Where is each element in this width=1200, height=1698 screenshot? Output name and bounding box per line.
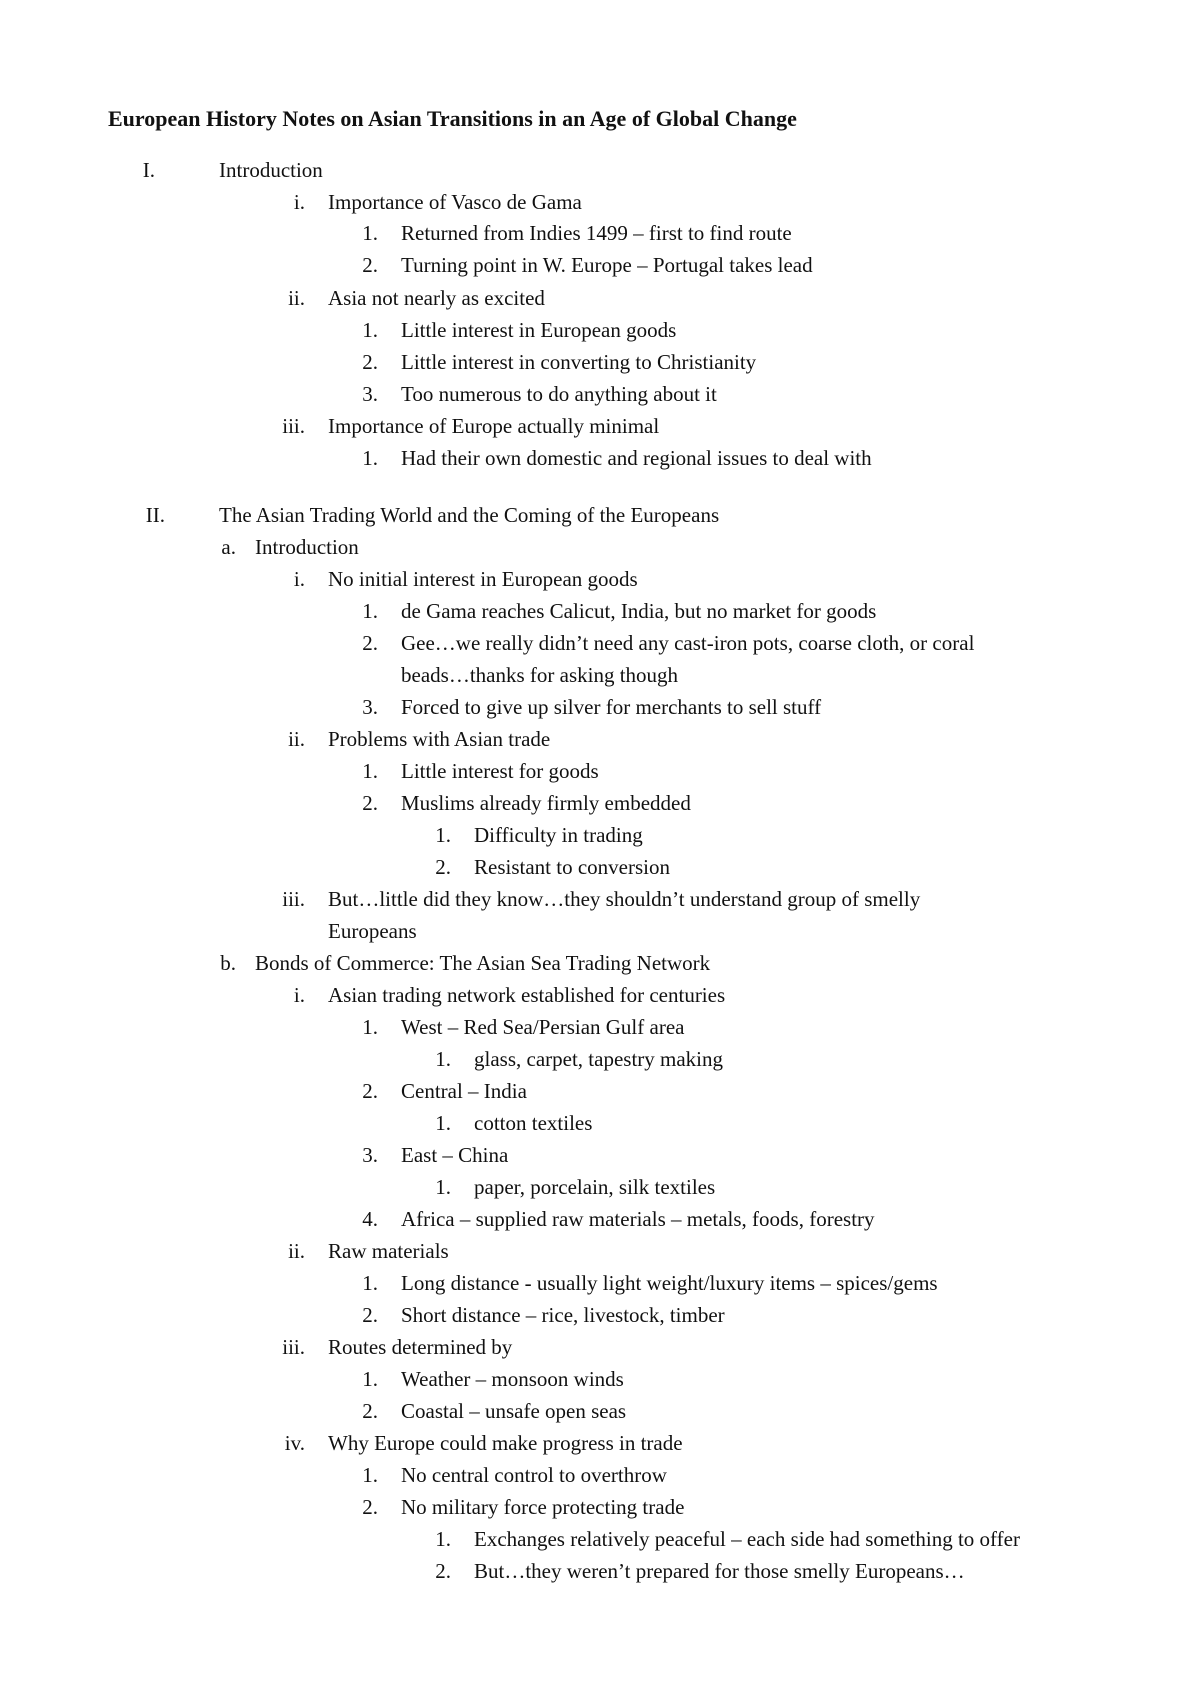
outline-marker: iii.	[282, 414, 305, 438]
outline-text: Importance of Europe actually minimal	[328, 414, 660, 438]
outline-marker: 1.	[362, 446, 378, 470]
outline-marker: 1.	[362, 1015, 378, 1039]
outline-text: Too numerous to do anything about it	[401, 382, 717, 406]
outline-marker: iii.	[282, 887, 305, 911]
outline-text: Turning point in W. Europe – Portugal takes lead	[401, 253, 813, 277]
outline-text: Exchanges relatively peaceful – each side had something to offer	[474, 1527, 1020, 1551]
outline-marker: 1.	[435, 1175, 451, 1199]
outline-text: East – China	[401, 1143, 509, 1167]
outline-marker: 1.	[435, 823, 451, 847]
outline-text: Little interest in converting to Christianity	[401, 350, 757, 374]
outline-text: Long distance - usually light weight/luxury items – spices/gems	[401, 1271, 938, 1295]
outline-marker: 1.	[362, 1271, 378, 1295]
outline-marker: 3.	[362, 695, 378, 719]
outline-text: Muslims already firmly embedded	[401, 791, 691, 815]
outline-text: Weather – monsoon winds	[401, 1367, 624, 1391]
outline-text: No central control to overthrow	[401, 1463, 667, 1487]
outline-text: Resistant to conversion	[474, 855, 670, 879]
outline-marker: 2.	[362, 631, 378, 655]
outline-text: de Gama reaches Calicut, India, but no market for goods	[401, 599, 877, 623]
outline-marker: a.	[221, 535, 236, 559]
outline-text: Returned from Indies 1499 – first to find route	[401, 221, 792, 245]
outline-text: Asia not nearly as excited	[328, 286, 545, 310]
outline-marker: i.	[293, 567, 305, 591]
outline-marker: ii.	[288, 727, 305, 751]
outline-text: Little interest in European goods	[401, 318, 677, 342]
outline-marker: 1.	[435, 1047, 451, 1071]
outline-marker: iii.	[282, 1335, 305, 1359]
outline-text: The Asian Trading World and the Coming of the Europeans	[219, 503, 720, 527]
outline-marker: i.	[293, 983, 305, 1007]
outline-marker: 2.	[435, 1559, 451, 1583]
outline-text: paper, porcelain, silk textiles	[474, 1175, 716, 1199]
outline-text: Forced to give up silver for merchants to sell stuff	[401, 695, 822, 719]
outline-text: Why Europe could make progress in trade	[328, 1431, 683, 1455]
outline-text: But…little did they know…they shouldn’t understand group of smelly	[328, 887, 921, 911]
outline-text: Gee…we really didn’t need any cast-iron pots, coarse cloth, or coral	[401, 631, 975, 655]
outline-text: Importance of Vasco de Gama	[328, 190, 582, 214]
outline-text: beads…thanks for asking though	[401, 663, 679, 687]
outline-marker: 2.	[362, 1399, 378, 1423]
outline-marker: 1.	[362, 1367, 378, 1391]
outline-text: Africa – supplied raw materials – metals, foods, forestry	[401, 1207, 875, 1231]
outline-marker: I.	[142, 158, 155, 182]
outline-text: Bonds of Commerce: The Asian Sea Trading Network	[255, 951, 711, 975]
outline-text: Routes determined by	[328, 1335, 513, 1359]
outline-marker: i.	[293, 190, 305, 214]
outline-marker: 1.	[362, 221, 378, 245]
outline-marker: 3.	[362, 1143, 378, 1167]
outline-marker: b.	[220, 951, 236, 975]
outline-text: Introduction	[219, 158, 323, 182]
outline-marker: 2.	[435, 855, 451, 879]
outline-marker: iv.	[284, 1431, 305, 1455]
outline-marker: ii.	[288, 1239, 305, 1263]
outline-text: Problems with Asian trade	[328, 727, 551, 751]
outline-marker: 1.	[362, 599, 378, 623]
outline-text: Little interest for goods	[401, 759, 599, 783]
outline-text: Asian trading network established for centuries	[328, 983, 726, 1007]
document-title: European History Notes on Asian Transitions in an Age of Global Change	[108, 106, 797, 131]
outline-text: No initial interest in European goods	[328, 567, 638, 591]
outline-text: West – Red Sea/Persian Gulf area	[401, 1015, 685, 1039]
outline-text: Introduction	[255, 535, 359, 559]
outline-text: Europeans	[328, 919, 417, 943]
outline-text: Coastal – unsafe open seas	[401, 1399, 627, 1423]
outline-marker: 4.	[362, 1207, 378, 1231]
outline-text: Raw materials	[328, 1239, 449, 1263]
outline-marker: 1.	[362, 1463, 378, 1487]
outline-marker: 2.	[362, 350, 378, 374]
outline-marker: 2.	[362, 1495, 378, 1519]
outline-text: cotton textiles	[474, 1111, 593, 1135]
outline-text: Difficulty in trading	[474, 823, 643, 847]
outline-text: glass, carpet, tapestry making	[474, 1047, 724, 1071]
outline-text: Central – India	[401, 1079, 527, 1103]
outline-text: But…they weren’t prepared for those smelly Europeans…	[474, 1559, 965, 1583]
outline-marker: 2.	[362, 1079, 378, 1103]
outline-marker: 1.	[362, 318, 378, 342]
outline-marker: II.	[145, 503, 165, 527]
outline-marker: 1.	[362, 759, 378, 783]
outline-text: Had their own domestic and regional issues to deal with	[401, 446, 872, 470]
outline-marker: 1.	[435, 1527, 451, 1551]
outline-marker: 3.	[362, 382, 378, 406]
outline-text: Short distance – rice, livestock, timber	[401, 1303, 725, 1327]
outline-marker: 1.	[435, 1111, 451, 1135]
outline-marker: 2.	[362, 1303, 378, 1327]
outline-marker: 2.	[362, 253, 378, 277]
outline-text: No military force protecting trade	[401, 1495, 685, 1519]
outline-marker: 2.	[362, 791, 378, 815]
outline-marker: ii.	[288, 286, 305, 310]
